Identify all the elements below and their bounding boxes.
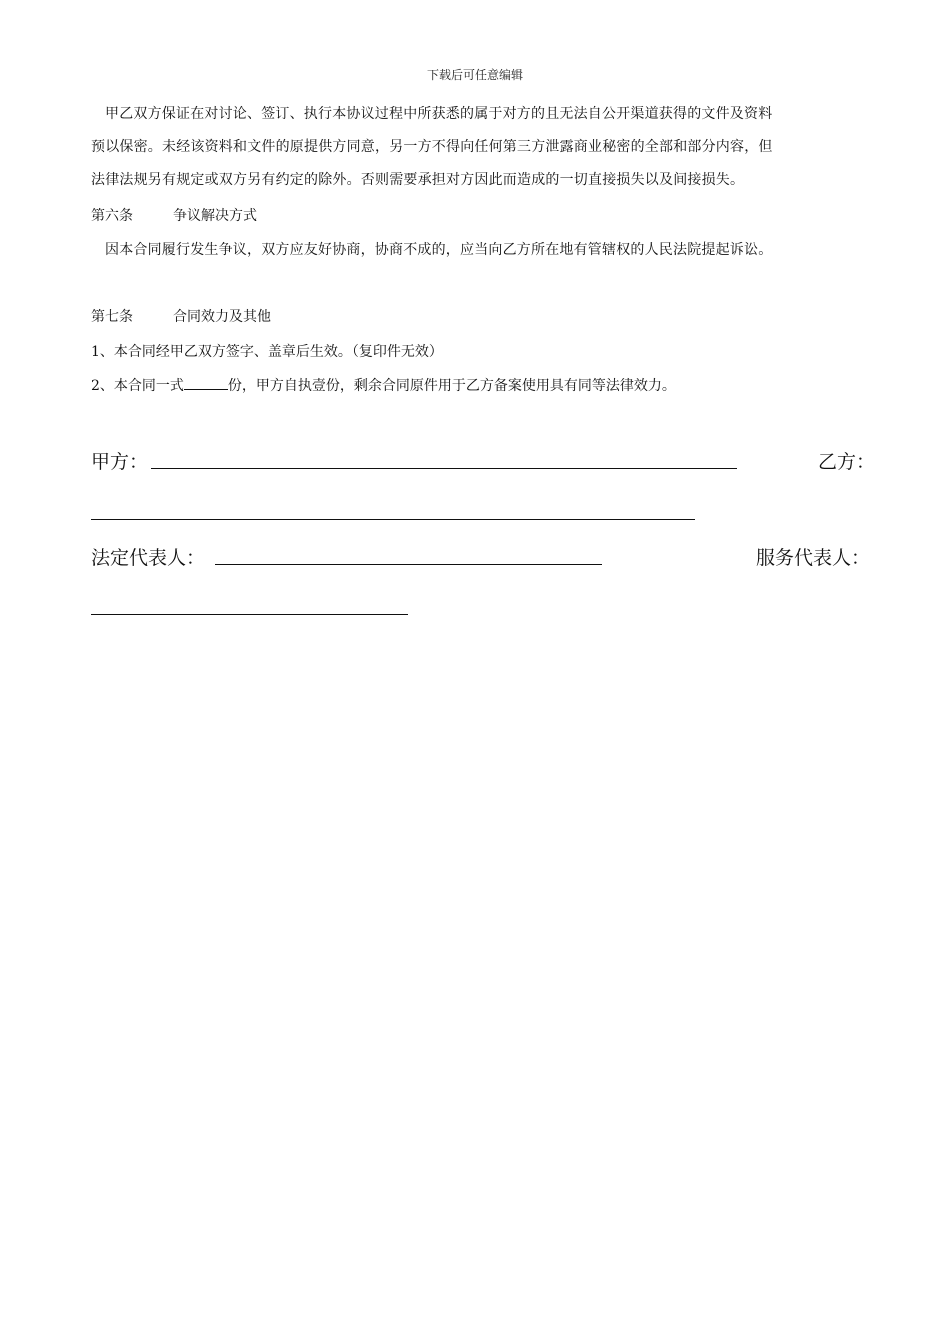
clause-6-text: 因本合同履行发生争议，双方应友好协商，协商不成的，应当向乙方所在地有管辖权的人民法院提起诉讼。 [105,242,773,258]
clause-7-title: 合同效力及其他 [173,309,271,325]
party-b-label: 乙方： [818,451,876,473]
clause-7-number: 第七条 [91,309,133,325]
clause-7-item-1: 1、本合同经甲乙双方签字、盖章后生效。（复印件无效） [91,344,443,360]
service-representative-label: 服务代表人： [756,547,871,569]
confidentiality-line-1: 甲乙双方保证在对讨论、签订、执行本协议过程中所获悉的属于对方的且无法自公开渠道获得的文件及资料 [105,106,773,122]
confidentiality-line-3: 法律法规另有规定或双方另有约定的除外。否则需要承担对方因此而造成的一切直接损失以及间接损失。 [91,172,745,188]
copies-blank[interactable] [184,375,228,390]
clause-6-body [91,234,891,267]
service-representative-signature-line[interactable] [91,614,408,615]
party-a-label: 甲方： [91,451,149,473]
clause-7-item-2 [91,375,676,396]
party-a-signature-line[interactable] [151,468,737,469]
clause-6-heading [91,206,257,226]
party-b-signature-line[interactable] [91,519,695,520]
clause-7-item-2-prefix: 2、本合同一式 [91,378,184,394]
legal-representative-signature-line[interactable] [215,564,602,565]
clause-7-heading [91,307,271,327]
clause-6-number: 第六条 [91,208,133,224]
clause-6-title: 争议解决方式 [173,208,257,224]
legal-representative-label: 法定代表人： [91,547,206,569]
clause-7-item-2-suffix: 份，甲方自执壹份，剩余合同原件用于乙方备案使用具有同等法律效力。 [227,378,676,394]
confidentiality-line-2: 预以保密。未经该资料和文件的原提供方同意，另一方不得向任何第三方泄露商业秘密的全部和部分内容，但 [91,139,773,155]
header-note: 下载后可任意编辑 [426,68,523,82]
confidentiality-paragraph [91,98,871,197]
